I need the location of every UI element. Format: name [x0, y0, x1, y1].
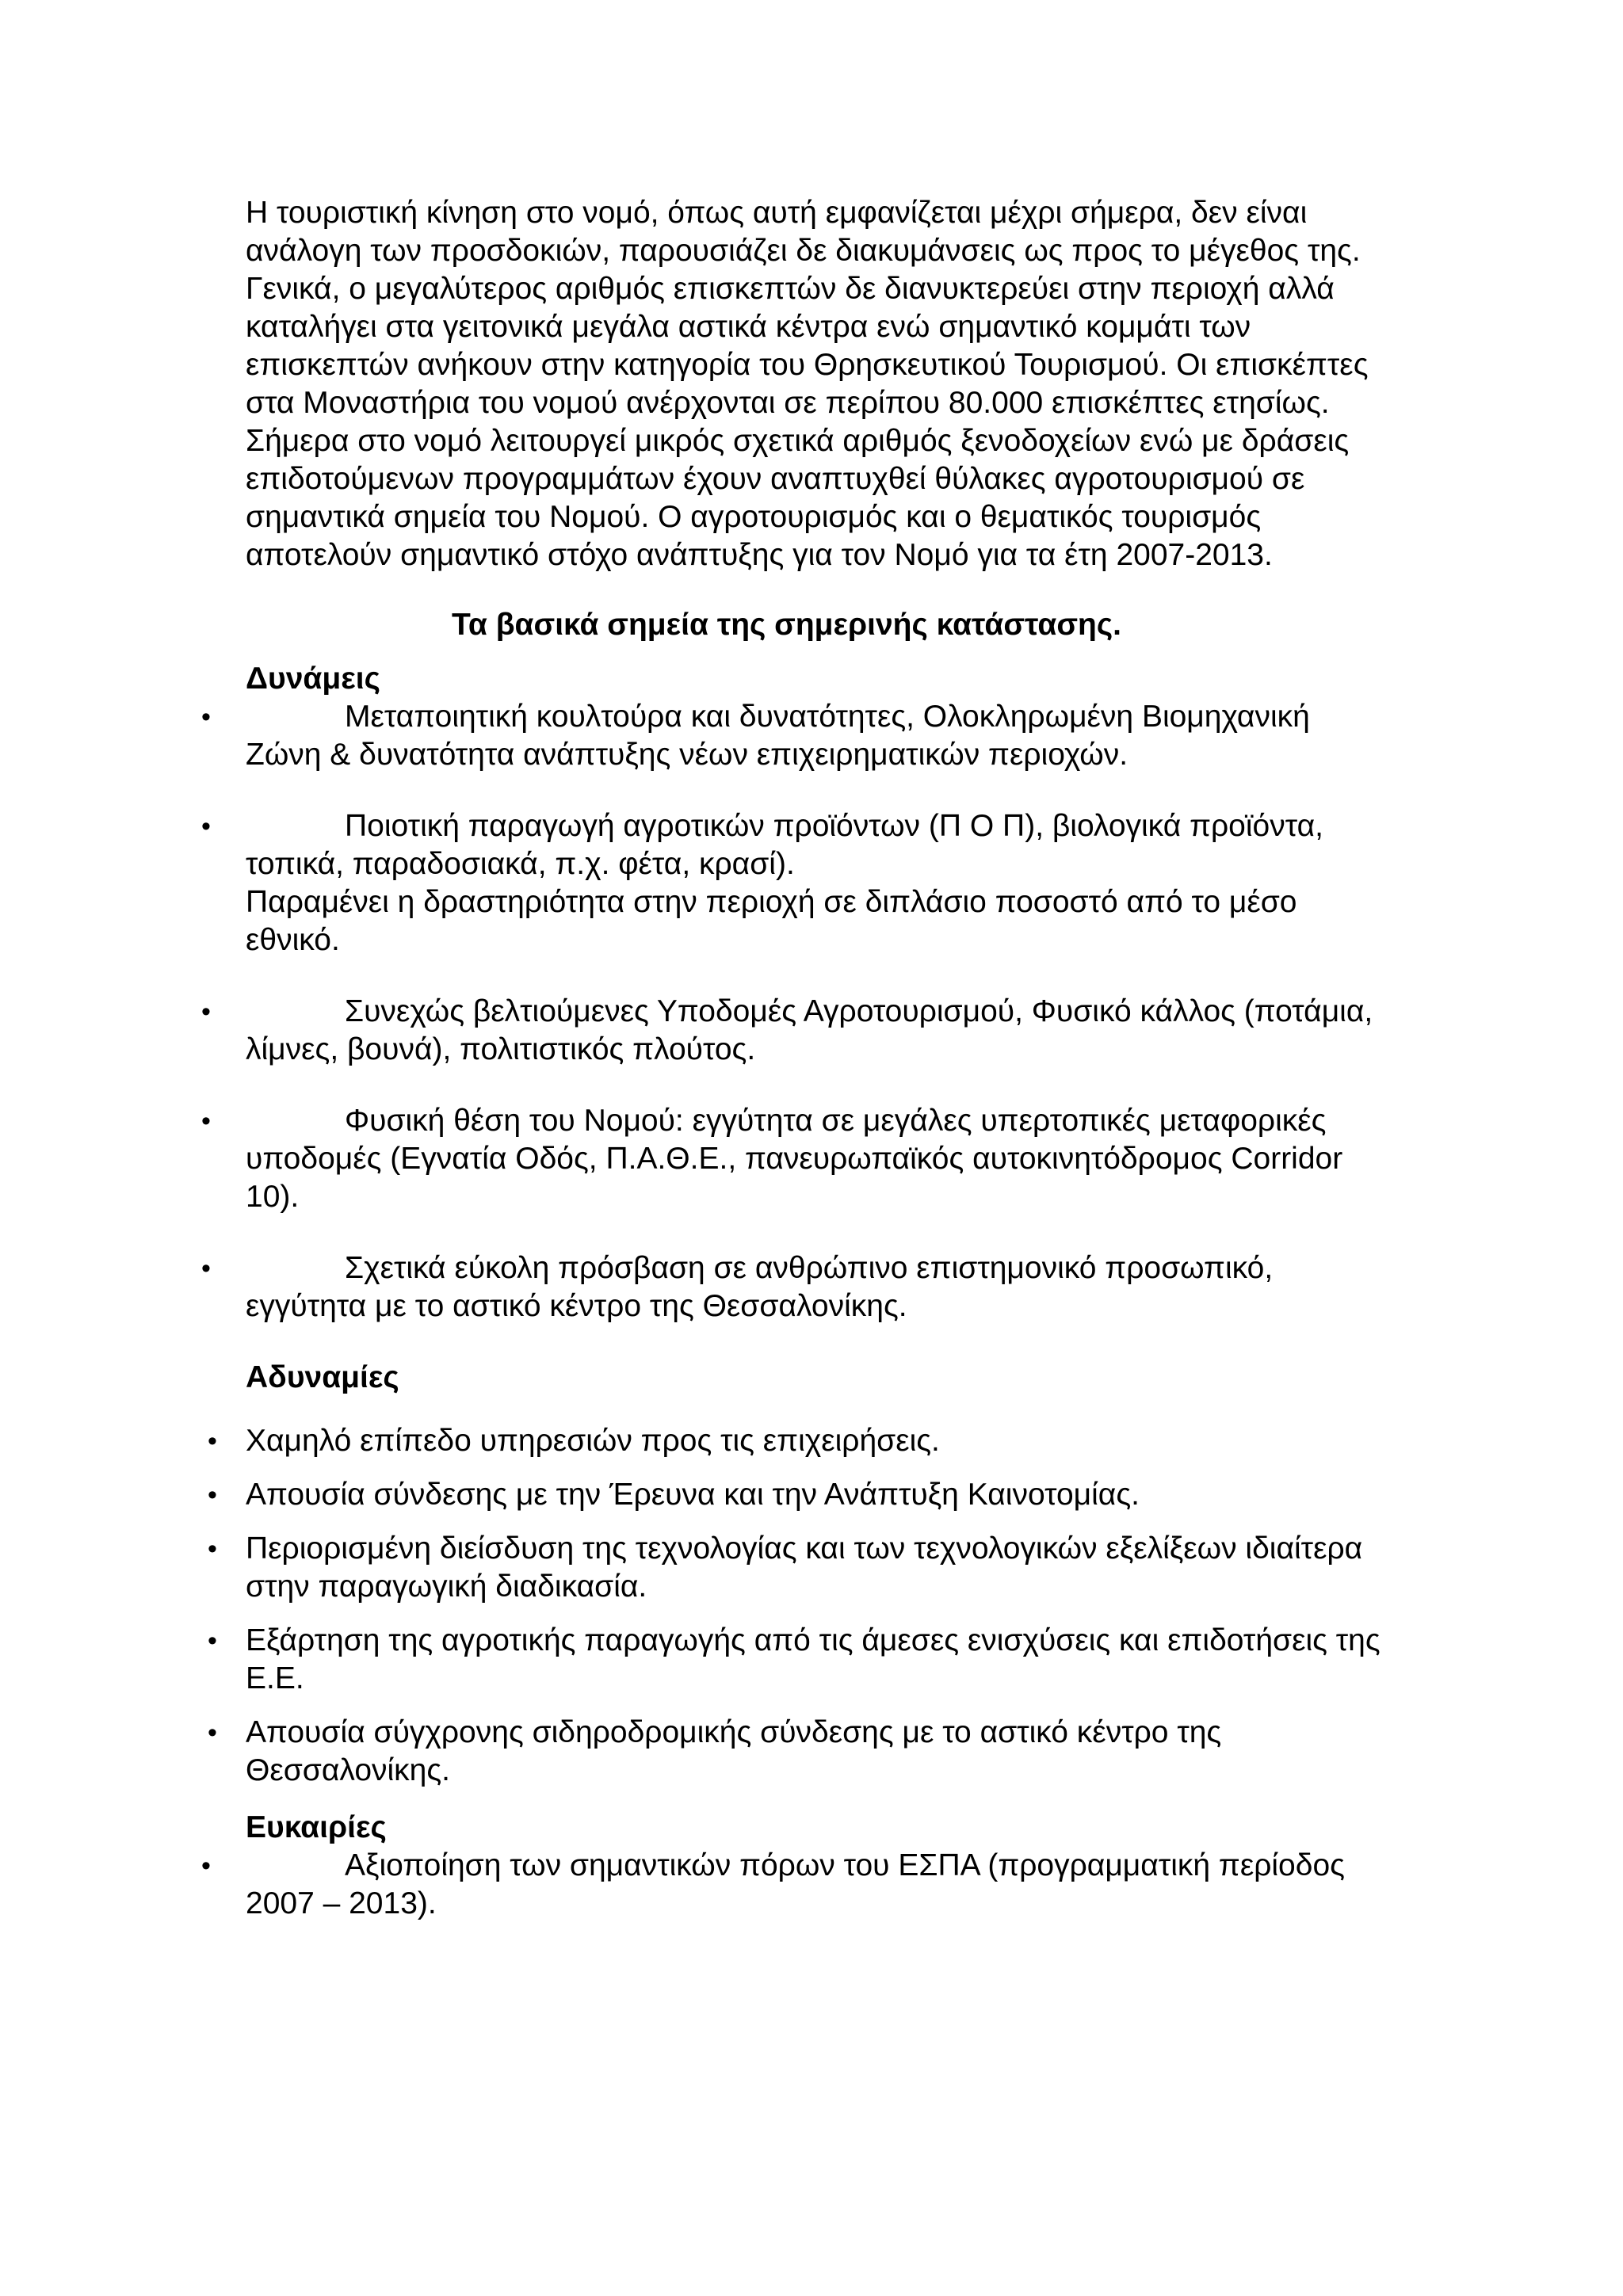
bullet-icon: • — [201, 1253, 211, 1283]
strength-item — [201, 1249, 1387, 1325]
weakness-item — [208, 1714, 1387, 1790]
document-body — [201, 194, 1387, 1956]
weaknesses-list — [208, 1422, 1387, 1790]
opportunity-item — [201, 1847, 1387, 1923]
bullet-icon: • — [208, 1626, 217, 1656]
strength-text: Σχετικά εύκολη πρόσβαση σε ανθρώπινο επιστημονικό προσωπικό, εγγύτητα με το αστικό κέντρο της Θεσσαλονίκης. — [246, 1251, 1274, 1323]
opportunities-heading: Ευκαιρίες — [246, 1810, 387, 1844]
intro-paragraph-1: Η τουριστική κίνηση στο νομό, όπως αυτή εμφανίζεται μέχρι σήμερα, δεν είναι ανάλογη των προσδοκιών, παρουσιάζει δε διακυμάνσεις ως προς το μέγεθος της. Γενικά, ο μεγαλύτερος αριθμός επισκεπτών δε διανυκτερεύει στην περιοχή αλλά καταλήγει στα γειτονικά μεγάλα αστικά κέντρα ενώ σημαντικό κομμάτι των επισκεπτών ανήκουν στην κατηγορία του Θρησκευτικού Τουρισμού. Οι επισκέπτες στα Μοναστήρια του νομού ανέρχονται σε περίπου 80.000 επισκέπτες ετησίως. — [246, 196, 1369, 420]
weakness-text: Χαμηλό επίπεδο υπηρεσιών προς τις επιχειρήσεις. — [246, 1424, 940, 1458]
weakness-item — [208, 1530, 1387, 1606]
bullet-icon: • — [208, 1480, 217, 1510]
bullet-icon: • — [208, 1426, 217, 1456]
strength-text: Ποιοτική παραγωγή αγροτικών προϊόντων (Π Ο Π), βιολογικά προϊόντα, τοπικά, παραδοσιακά, π.χ. φέτα, κρασί). — [246, 809, 1323, 881]
weakness-text: Εξάρτηση της αγροτικής παραγωγής από τις άμεσες ενισχύσεις και επιδοτήσεις της Ε.Ε. — [246, 1623, 1381, 1695]
strengths-heading: Δυνάμεις — [246, 662, 380, 696]
weakness-text: Απουσία σύγχρονης σιδηροδρομικής σύνδεσης με το αστικό κέντρο της Θεσσαλονίκης. — [246, 1715, 1222, 1787]
bullet-icon: • — [208, 1718, 217, 1748]
opportunity-text: Αξιοποίηση των σημαντικών πόρων του ΕΣΠΑ (προγραμματική περίοδος 2007 – 2013). — [246, 1848, 1345, 1920]
weakness-item — [208, 1622, 1387, 1698]
strength-item — [201, 807, 1387, 959]
bullet-icon: • — [201, 997, 211, 1027]
section-title: Τα βασικά σημεία της σημερινής κατάστασης. — [452, 608, 1121, 642]
weakness-text: Απουσία σύνδεσης με την Έρευνα και την Ανάπτυξη Καινοτομίας. — [246, 1478, 1140, 1512]
weakness-item — [208, 1476, 1387, 1514]
intro-section — [246, 194, 1387, 574]
strength-item — [201, 698, 1387, 774]
bullet-icon: • — [201, 1851, 211, 1881]
weakness-text: Περιορισμένη διείσδυση της τεχνολογίας και των τεχνολογικών εξελίξεων ιδιαίτερα στην παραγωγική διαδικασία. — [246, 1531, 1363, 1604]
bullet-icon: • — [201, 1106, 211, 1136]
bullet-icon: • — [201, 702, 211, 732]
intro-paragraph-2: Σήμερα στο νομό λειτουργεί μικρός σχετικά αριθμός ξενοδοχείων ενώ με δράσεις επιδοτούμενων προγραμμάτων έχουν αναπτυχθεί θύλακες αγροτουρισμού σε σημαντικά σημεία του Νομού. Ο αγροτουρισμός και ο θεματικός τουρισμός αποτελούν σημαντικό στόχο ανάπτυξης για τον Νομό για τα έτη 2007-2013. — [246, 424, 1350, 572]
weakness-item — [208, 1422, 1387, 1460]
strength-text: Μεταποιητική κουλτούρα και δυνατότητες, Ολοκληρωμένη Βιομηχανική Ζώνη & δυνατότητα ανάπτυξης νέων επιχειρηματικών περιοχών. — [246, 700, 1310, 772]
opportunities-list — [201, 1847, 1387, 1923]
strength-item — [201, 1102, 1387, 1216]
bullet-icon: • — [208, 1534, 217, 1564]
strength-text: Συνεχώς βελτιούμενες Υποδομές Αγροτουρισμού, Φυσικό κάλλος (ποτάμια, λίμνες, βουνά), πολιτιστικός πλούτος. — [246, 994, 1373, 1066]
bullet-icon: • — [201, 811, 211, 841]
strengths-list — [201, 698, 1387, 1325]
strength-extra-text: Παραμένει η δραστηριότητα στην περιοχή σε διπλάσιο ποσοστό από το μέσο εθνικό. — [246, 885, 1297, 957]
strength-item — [201, 993, 1387, 1069]
strength-text: Φυσική θέση του Νομού: εγγύτητα σε μεγάλες υπερτοπικές μεταφορικές υποδομές (Εγνατία Οδός, Π.Α.Θ.Ε., πανευρωπαϊκός αυτοκινητόδρομος Corridor 10). — [246, 1104, 1343, 1214]
weaknesses-heading: Αδυναμίες — [246, 1360, 399, 1394]
